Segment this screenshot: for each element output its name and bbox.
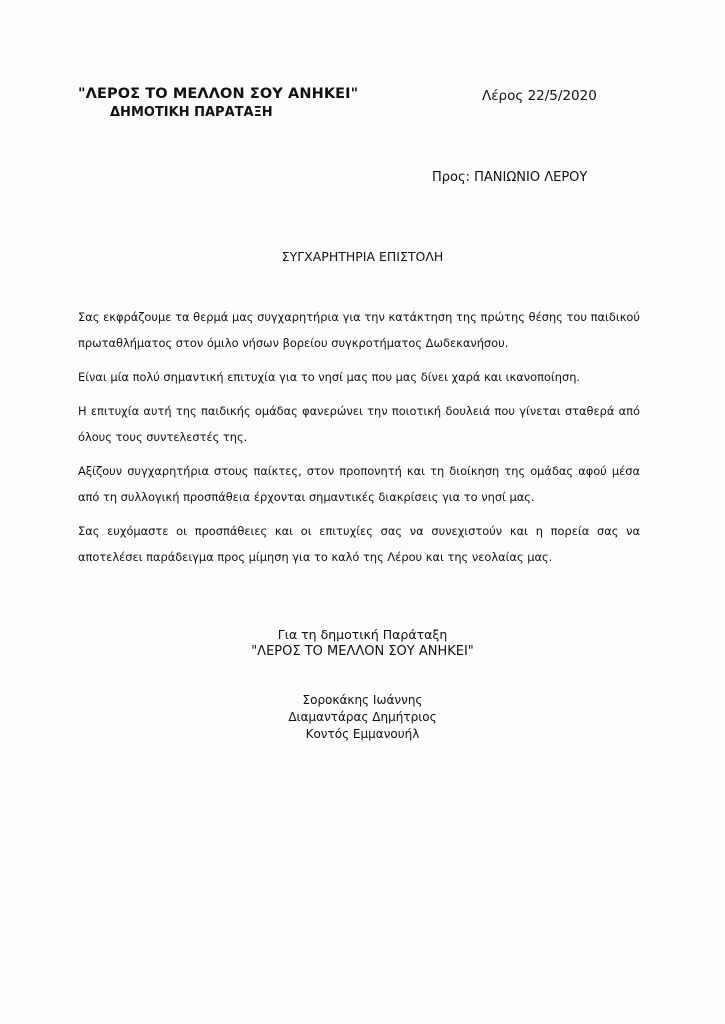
signatory-name: Κοντός Εμμανουήλ (305, 727, 420, 741)
letter-body (78, 304, 640, 578)
body-paragraph: Σας ευχόμαστε οι προσπάθειες και οι επιτυχίες σας να συνεχιστούν και η πορεία σας να αποτελέσει παράδειγμα προς μίμηση για το καλό της Λέρου και της νεολαίας μας. (78, 524, 640, 564)
signatory-name: Σοροκάκης Ιωάννης (302, 693, 423, 707)
organization-name: "ΛΕΡΟΣ ΤΟ ΜΕΛΛΟΝ ΣΟΥ ΑΝΗΚΕΙ" (78, 86, 359, 102)
body-paragraph: Σας εκφράζουμε τα θερμά μας συγχαρητήρια για την κατάκτηση της πρώτης θέσης του παιδικού πρωταθλήματος στον όμιλο νήσων βορείου συγκροτήματος Δωδεκανήσου. (78, 310, 640, 350)
place-date: Λέρος 22/5/2020 (482, 88, 597, 104)
closing-organization: "ΛΕΡΟΣ ΤΟ ΜΕΛΛΟΝ ΣΟΥ ΑΝΗΚΕΙ" (251, 644, 474, 659)
letter-subject: ΣΥΓΧΑΡΗΤΗΡΙΑ ΕΠΙΣΤΟΛΗ (281, 249, 444, 264)
closing-line: Για τη δημοτική Παράταξη (277, 627, 448, 642)
body-paragraph: Αξίζουν συγχαρητήρια στους παίκτες, στον προπονητή και τη διοίκηση της ομάδας αφού μέσα από τη συλλογική προσπάθεια έρχονται σημαντικές διακρίσεις για το νησί μας. (78, 464, 640, 504)
signatories (0, 692, 725, 743)
signatory-name: Διαμαντάρας Δημήτριος (288, 710, 437, 724)
recipient: Προς: ΠΑΝΙΩΝΙΟ ΛΕΡΟΥ (432, 170, 588, 185)
body-paragraph: Είναι μία πολύ σημαντική επιτυχία για το νησί μας που μας δίνει χαρά και ικανοποίηση. (78, 370, 581, 384)
organization-subtitle: ΔΗΜΟΤΙΚΗ ΠΑΡΑΤΑΞΗ (110, 105, 273, 120)
body-paragraph: Η επιτυχία αυτή της παιδικής ομάδας φανερώνει την ποιοτική δουλειά που γίνεται σταθερά από όλους τους συντελεστές της. (78, 404, 640, 444)
